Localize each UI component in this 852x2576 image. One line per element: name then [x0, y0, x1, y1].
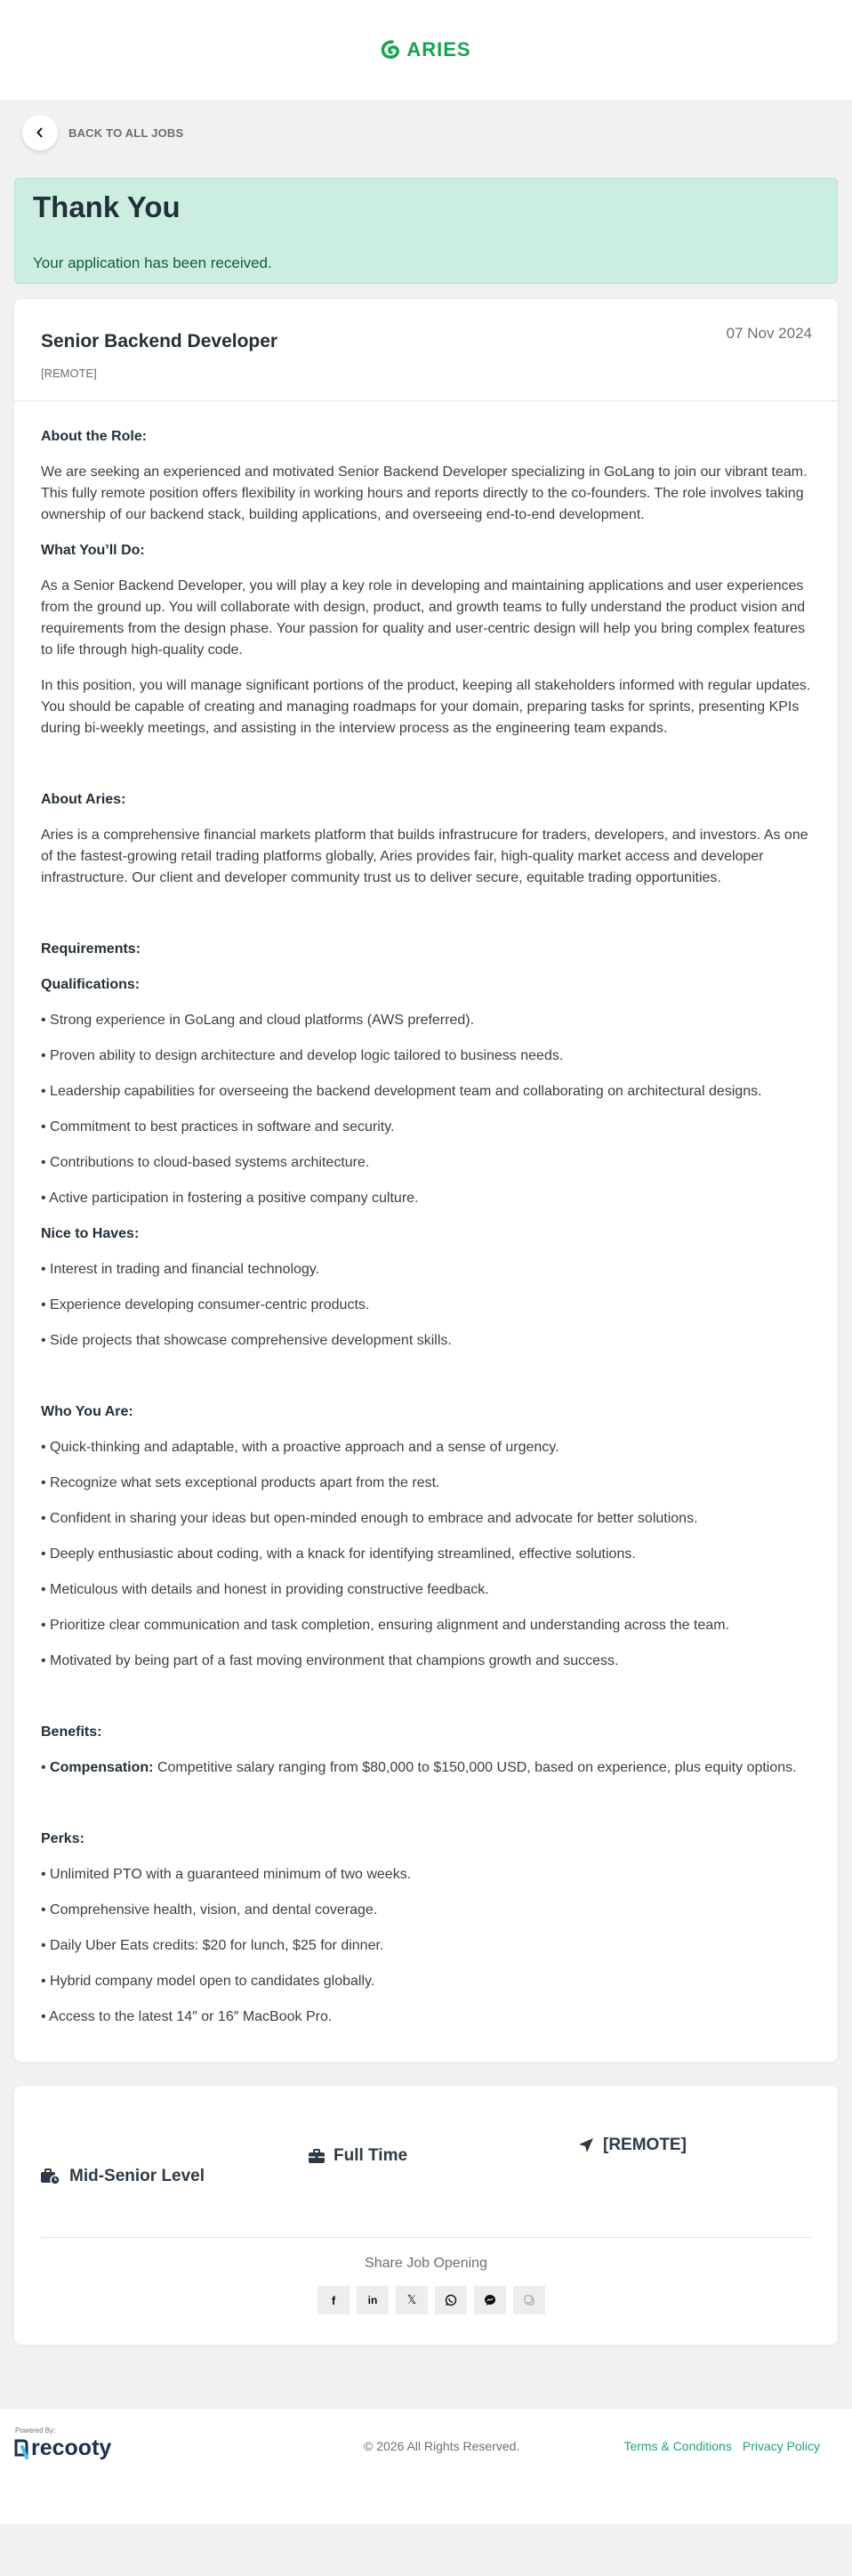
list-item: • Recognize what sets exceptional products apart from the rest. — [41, 1475, 440, 1490]
section-heading: Requirements: — [41, 941, 141, 957]
list-item: • Active participation in fostering a positive company culture. — [41, 1191, 419, 1206]
list-item: • Access to the latest 14″ or 16″ MacBook Pro. — [41, 2009, 333, 2024]
compensation-label: Compensation: — [50, 1760, 154, 1775]
list-item: • Side projects that showcase comprehensive development skills. — [41, 1333, 452, 1348]
nice-to-haves-list — [41, 1259, 811, 1352]
success-alert — [14, 178, 838, 284]
copy-link-icon — [523, 2294, 535, 2306]
list-item: • Contributions to cloud-based systems architecture. — [41, 1155, 370, 1170]
briefcase-clock-icon — [41, 2168, 60, 2184]
share-whatsapp-button[interactable] — [435, 2286, 467, 2314]
list-item: • Quick-thinking and adaptable, with a proactive approach and a sense of urgency. — [41, 1440, 559, 1455]
list-item: • Interest in trading and financial technology. — [41, 1262, 320, 1277]
alert-message: Your application has been received. — [33, 254, 272, 271]
list-item: • Proven ability to design architecture and develop logic tailored to business needs. — [41, 1048, 564, 1063]
list-item: • Strong experience in GoLang and cloud platforms (AWS preferred). — [41, 1013, 475, 1028]
list-item: • Motivated by being part of a fast moving environment that champions growth and success. — [41, 1653, 619, 1668]
divider — [41, 2237, 811, 2238]
recooty-logo[interactable] — [14, 2435, 111, 2461]
list-item: • Deeply enthusiastic about coding, with a knack for identifying streamlined, effective solutions. — [41, 1546, 636, 1562]
job-summary-card — [14, 2086, 838, 2345]
job-description — [14, 401, 838, 2062]
list-item: • Comprehensive health, vision, and dental coverage. — [41, 1902, 378, 1918]
section-heading: What You’ll Do: — [41, 543, 145, 558]
employment-type — [309, 2146, 407, 2166]
subsection-heading: Nice to Haves: — [41, 1226, 140, 1241]
qualifications-list — [41, 1010, 811, 1209]
share-facebook-button[interactable] — [317, 2286, 350, 2314]
job-header — [14, 299, 838, 401]
alert-title: Thank You — [33, 190, 181, 223]
brand-logo[interactable] — [381, 38, 470, 61]
location-arrow-icon — [578, 2137, 594, 2153]
section-heading: Who You Are: — [41, 1404, 133, 1419]
back-to-jobs-link[interactable]: BACK TO ALL JOBS — [68, 125, 184, 140]
bullet-mark: • — [41, 1760, 51, 1775]
section-heading: About Aries: — [41, 792, 126, 807]
paragraph: Aries is a comprehensive financial markets platform that builds infrastrucure for traders, developers, and investors. As one of the fastest-growing retail trading platforms globally, Aries provides fair, high-quality market access and developer infrastructure. Our client and developer community trust us to deliver secure, equitable trading opportunities. — [41, 828, 808, 885]
linkedin-icon: in — [367, 2294, 378, 2306]
x-twitter-icon: 𝕏 — [406, 2293, 417, 2306]
list-item: • Prioritize clear communication and task completion, ensuring alignment and understanding across the team. — [41, 1618, 730, 1633]
share-x-button[interactable] — [396, 2286, 428, 2314]
briefcase-icon — [309, 2149, 325, 2163]
compensation-item — [41, 1757, 811, 1779]
copyright-text: © 2026 All Rights Reserved. — [364, 2439, 520, 2453]
experience-level — [41, 2167, 205, 2186]
who-you-are-list — [41, 1437, 811, 1672]
location-text: [REMOTE] — [603, 2136, 687, 2154]
list-item: • Meticulous with details and honest in providing constructive feedback. — [41, 1582, 489, 1597]
copy-link-button[interactable] — [513, 2286, 545, 2314]
back-button[interactable] — [22, 115, 58, 150]
job-posted-date: 07 Nov 2024 — [726, 325, 812, 342]
list-item: • Daily Uber Eats credits: $20 for lunch, $25 for dinner. — [41, 1938, 384, 1953]
whatsapp-icon — [445, 2294, 457, 2306]
compensation-text: Competitive salary ranging from $80,000 to $150,000 USD, based on experience, plus equity options. — [153, 1760, 797, 1775]
section-heading: About the Role: — [41, 429, 148, 444]
provider-name: recooty — [31, 2435, 112, 2460]
section-heading: Benefits: — [41, 1724, 102, 1740]
share-label: Share Job Opening — [365, 2256, 487, 2271]
share-buttons — [317, 2286, 545, 2314]
facebook-icon: f — [331, 2293, 336, 2307]
site-header — [0, 0, 852, 100]
job-title: Senior Backend Developer — [41, 331, 278, 351]
job-location: [REMOTE] — [41, 367, 97, 380]
employment-type-text: Full Time — [334, 2146, 408, 2165]
share-linkedin-button[interactable] — [357, 2286, 389, 2314]
paragraph: As a Senior Backend Developer, you will play a key role in developing and maintaining applications and user experiences from the ground up. You will collaborate with design, product, and growth teams to fully understand the product vision and requirements from the design phase. Your passion for quality and user-centric design will help you bring complex features to life through high-quality code. — [41, 578, 806, 658]
brand-name: ARIES — [406, 38, 471, 61]
job-details-card — [14, 299, 838, 2062]
back-nav — [0, 107, 852, 158]
section-heading: Perks: — [41, 1831, 84, 1846]
job-location-summary — [578, 2136, 687, 2155]
list-item: • Experience developing consumer-centric products. — [41, 1297, 370, 1312]
share-messenger-button[interactable] — [474, 2286, 506, 2314]
footer-links — [623, 2439, 820, 2453]
terms-link[interactable]: Terms & Conditions — [623, 2439, 732, 2453]
list-item: • Confident in sharing your ideas but open-minded enough to embrace and advocate for better solutions. — [41, 1511, 698, 1526]
paragraph: In this position, you will manage significant portions of the product, keeping all stakeholders informed with regular updates. You should be capable of creating and managing roadmaps for your domain, preparing tasks for sprints, presenting KPIs during bi-weekly meetings, and assisting in the interview process as the engineering team expands. — [41, 678, 811, 736]
aries-swirl-icon — [381, 40, 404, 60]
level-text: Mid-Senior Level — [69, 2167, 205, 2185]
list-item: • Hybrid company model open to candidates globally. — [41, 1974, 375, 1989]
site-footer — [0, 2409, 852, 2524]
recooty-mark-icon — [14, 2438, 28, 2459]
list-item: • Leadership capabilities for overseeing the backend development team and collaborating on architectural designs. — [41, 1084, 762, 1099]
list-item: • Unlimited PTO with a guaranteed minimum of two weeks. — [41, 1867, 412, 1882]
subsection-heading: Qualifications: — [41, 977, 141, 992]
paragraph: We are seeking an experienced and motivated Senior Backend Developer specializing in GoLang to join our vibrant team. This fully remote position offers flexibility in working hours and reports directly to the co-founders. The role involves taking ownership of our backend stack, building applications, and overseeing end-to-end development. — [41, 464, 808, 522]
perks-list — [41, 1864, 811, 2028]
messenger-icon — [484, 2294, 496, 2306]
powered-by-label: Powered By: — [15, 2427, 56, 2435]
chevron-left-icon — [36, 127, 44, 138]
list-item: • Commitment to best practices in software and security. — [41, 1119, 395, 1135]
privacy-link[interactable]: Privacy Policy — [742, 2439, 820, 2453]
